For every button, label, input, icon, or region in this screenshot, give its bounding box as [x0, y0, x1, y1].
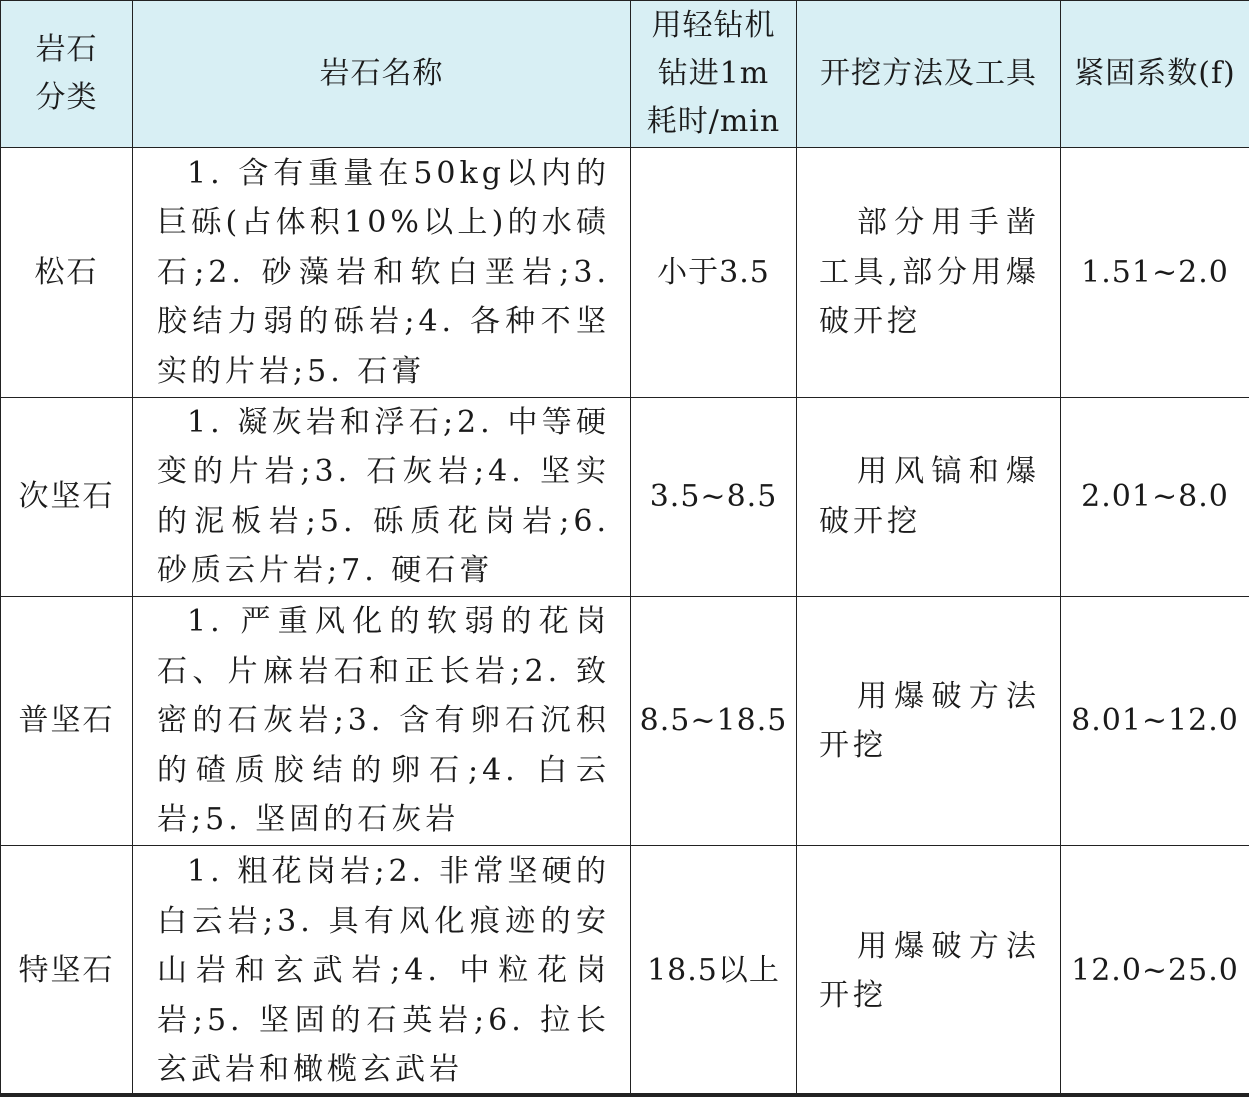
header-category: 岩石分类	[1, 1, 133, 148]
row-excavation-method: 用爆破方法开挖	[797, 846, 1061, 1097]
row-drill-time: 18.5以上	[631, 846, 797, 1097]
header-drill-time: 用轻钻机钻进1m耗时/min	[631, 1, 797, 148]
table-bottom-rule	[0, 1093, 1249, 1097]
row-rock-names: 1. 凝灰岩和浮石;2. 中等硬变的片岩;3. 石灰岩;4. 坚实的泥板岩;5. 砾质花岗岩;6. 砂质云片岩;7. 硬石膏	[133, 397, 631, 596]
row-category: 次坚石	[1, 397, 133, 596]
row-coefficient: 1.51~2.0	[1061, 148, 1249, 398]
header-excavation-method: 开挖方法及工具	[797, 1, 1061, 148]
header-coefficient: 紧固系数(f)	[1061, 1, 1249, 148]
header-row	[1, 1, 1249, 148]
row-category: 特坚石	[1, 846, 133, 1097]
table-row	[1, 846, 1249, 1097]
table-header	[1, 1, 1249, 148]
row-rock-names: 1. 粗花岗岩;2. 非常坚硬的白云岩;3. 具有风化痕迹的安山岩和玄武岩;4. 中粒花岗岩;5. 坚固的石英岩;6. 拉长玄武岩和橄榄玄武岩	[133, 846, 631, 1097]
row-excavation-method: 用爆破方法开挖	[797, 596, 1061, 846]
row-coefficient: 12.0~25.0	[1061, 846, 1249, 1097]
row-category: 松石	[1, 148, 133, 398]
row-rock-names: 1. 严重风化的软弱的花岗石、片麻岩石和正长岩;2. 致密的石灰岩;3. 含有卵石沉积的碴质胶结的卵石;4. 白云岩;5. 坚固的石灰岩	[133, 596, 631, 846]
table-row	[1, 397, 1249, 596]
row-excavation-method: 部分用手凿工具,部分用爆破开挖	[797, 148, 1061, 398]
row-category: 普坚石	[1, 596, 133, 846]
row-drill-time: 小于3.5	[631, 148, 797, 398]
row-coefficient: 2.01~8.0	[1061, 397, 1249, 596]
header-rock-names: 岩石名称	[133, 1, 631, 148]
row-drill-time: 3.5~8.5	[631, 397, 797, 596]
row-coefficient: 8.01~12.0	[1061, 596, 1249, 846]
table-row	[1, 148, 1249, 398]
row-rock-names: 1. 含有重量在50kg以内的巨砾(占体积10%以上)的水碛石;2. 砂藻岩和软白垩岩;3. 胶结力弱的砾岩;4. 各种不坚实的片岩;5. 石膏	[133, 148, 631, 398]
row-excavation-method: 用风镐和爆破开挖	[797, 397, 1061, 596]
table-row	[1, 596, 1249, 846]
row-drill-time: 8.5~18.5	[631, 596, 797, 846]
